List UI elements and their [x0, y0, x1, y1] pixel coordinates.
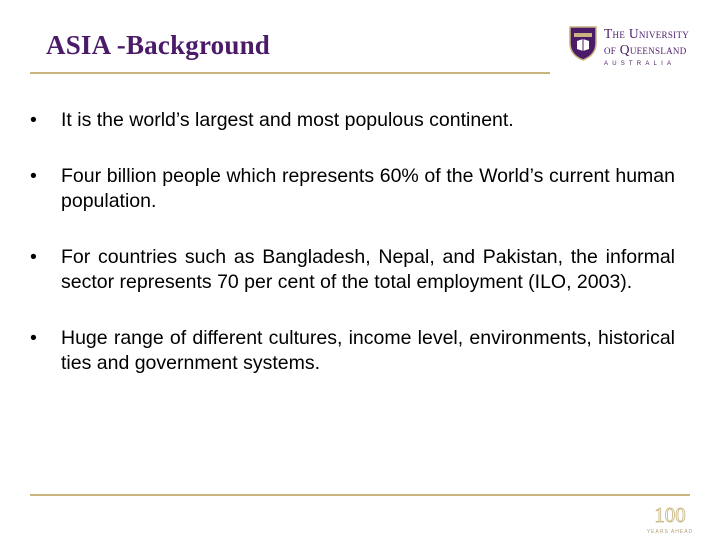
bullet-icon: •	[30, 109, 37, 131]
university-country: AUSTRALIA	[604, 61, 676, 67]
bullet-text: Four billion people which represents 60% of the World’s current human population.	[61, 165, 675, 212]
university-logo	[568, 24, 718, 70]
university-name-line1: The University	[604, 26, 690, 41]
bullet-text: Huge range of different cultures, income level, environments, historical ties and government systems.	[61, 327, 675, 374]
bullet-text: For countries such as Bangladesh, Nepal, and Pakistan, the informal sector represents 70 per cent of the total employment (ILO, 2003).	[61, 246, 675, 293]
slide-title: ASIA -Background	[46, 30, 271, 60]
bullet-icon: •	[30, 165, 37, 187]
footer-divider	[30, 494, 690, 496]
bullet-list	[30, 108, 675, 407]
bullet-icon: •	[30, 246, 37, 268]
list-item	[30, 108, 675, 133]
university-name-line2: of Queensland	[604, 42, 687, 57]
crest-icon	[568, 25, 598, 61]
header-divider	[30, 72, 550, 74]
list-item	[30, 326, 675, 376]
list-item	[30, 245, 675, 295]
anniversary-caption: YEARS AHEAD	[646, 529, 694, 535]
anniversary-logo-icon	[646, 502, 694, 536]
anniversary-number: 100	[654, 503, 686, 527]
bullet-icon: •	[30, 327, 37, 349]
bullet-text: It is the world’s largest and most populous continent.	[61, 109, 514, 131]
list-item	[30, 164, 675, 214]
